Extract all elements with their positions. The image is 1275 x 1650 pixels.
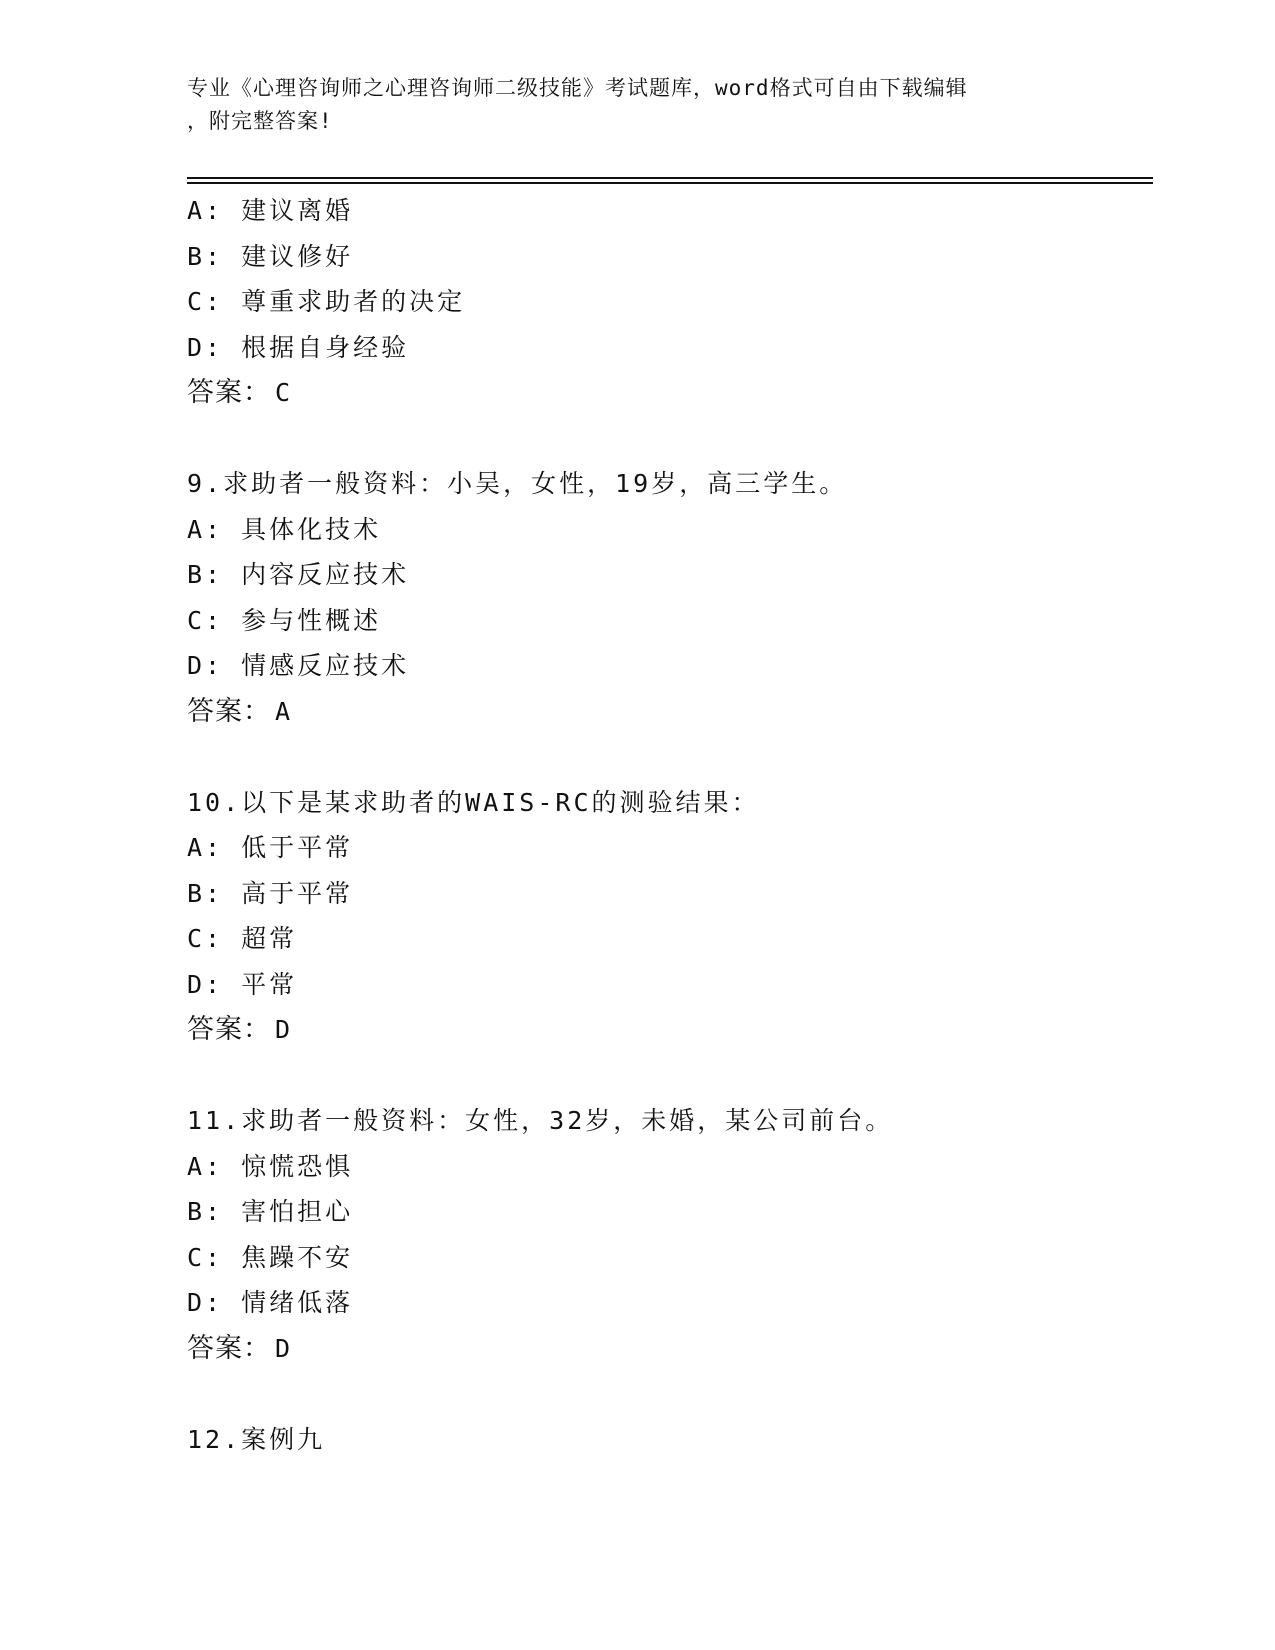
question-stem: 12.案例九 [187,1424,326,1454]
answer-value: D [275,1333,292,1363]
question-list [187,188,1147,1462]
option-b: B: 害怕担心 [187,1197,354,1226]
answer-line [187,1326,1147,1372]
answer-line [187,689,1147,735]
question-11 [187,1098,1147,1371]
question-stem: 9.求助者一般资料：小吴，女性，19岁，高三学生。 [187,469,848,498]
question-gap [187,416,1147,462]
answer-line [187,1007,1147,1053]
document-header [187,72,1087,138]
question-gap [187,734,1147,780]
option-c: C: 超常 [187,924,298,953]
option-b: B: 内容反应技术 [187,560,410,589]
option-a: A: 低于平常 [187,833,354,862]
option-c: C: 焦躁不安 [187,1242,354,1272]
answer-label: 答案： [187,377,271,408]
answer-label: 答案： [187,1014,271,1045]
carryover-question [187,188,1147,416]
option-d: D: 情感反应技术 [187,651,410,680]
answer-value: A [275,696,292,726]
answer-label: 答案： [187,1332,271,1364]
option-b: B: 建议修好 [187,241,354,271]
header-line-1: 专业《心理咨询师之心理咨询师二级技能》考试题库，word格式可自由下载编辑 [187,76,968,100]
option-d: D: 情绪低落 [187,1288,354,1317]
answer-line [187,370,1147,416]
question-stem: 10.以下是某求助者的WAIS-RC的测验结果： [187,787,760,817]
option-a: A: 建议离婚 [187,196,354,225]
question-gap [187,1053,1147,1099]
option-a: A: 惊慌恐惧 [187,1151,354,1181]
header-line-2: ，附完整答案! [187,109,333,133]
header-divider-top [187,177,1153,179]
option-a: A: 具体化技术 [187,514,382,544]
header-divider-bottom [187,182,1153,184]
question-12 [187,1417,1147,1463]
question-9 [187,461,1147,734]
option-b: B: 高于平常 [187,878,354,908]
option-c: C: 尊重求助者的决定 [187,287,466,316]
option-d: D: 根据自身经验 [187,332,410,362]
question-10 [187,780,1147,1053]
option-c: C: 参与性概述 [187,605,382,635]
answer-value: C [275,378,292,407]
question-gap [187,1371,1147,1417]
answer-label: 答案： [187,695,271,727]
option-d: D: 平常 [187,969,298,999]
question-stem: 11.求助者一般资料：女性，32岁，未婚，某公司前台。 [187,1106,894,1135]
answer-value: D [275,1015,292,1044]
